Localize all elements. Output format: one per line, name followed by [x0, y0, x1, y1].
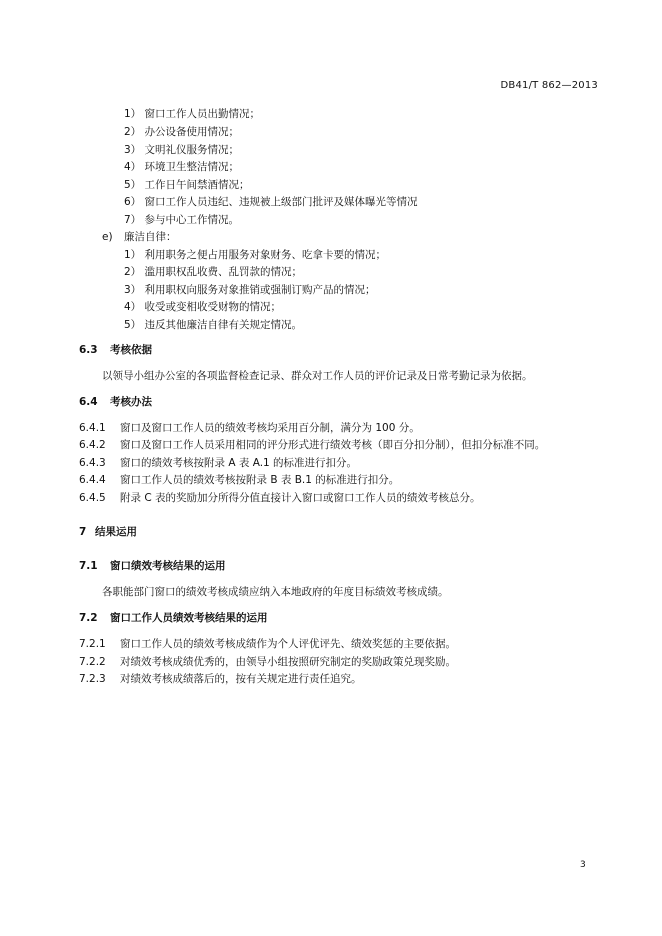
clause-number: 7.2.3	[79, 673, 106, 685]
list-item: 1） 利用职务之便占用服务对象财务、吃拿卡要的情况；	[124, 249, 387, 261]
clause-number: 6.4.2	[79, 439, 106, 451]
clause-text: 窗口的绩效考核按附录 A 表 A.1 的标准进行扣分。	[120, 457, 358, 469]
clause-number: 7.2.1	[79, 638, 106, 650]
list-item: 3） 利用职权向服务对象推销或强制订购产品的情况；	[124, 284, 376, 296]
list-item: 2） 滥用职权乱收费、乱罚款的情况；	[124, 266, 303, 278]
section-title: 考核依据	[110, 344, 152, 356]
section-number: 7.1	[79, 560, 98, 572]
section-body: 各职能部门窗口的绩效考核成绩应纳入本地政府的年度目标绩效考核成绩。	[102, 586, 449, 598]
clause-text: 窗口及窗口工作人员的绩效考核均采用百分制，满分为 100 分。	[120, 422, 420, 434]
section-title: 考核办法	[110, 396, 152, 408]
section-title: 窗口绩效考核结果的运用	[110, 560, 226, 572]
section-number: 7.2	[79, 612, 98, 624]
list-item: 2） 办公设备使用情况；	[124, 126, 240, 138]
list-item: 5） 违反其他廉洁自律有关规定情况。	[124, 319, 303, 331]
list-item: 4） 环境卫生整洁情况；	[124, 161, 240, 173]
section-number: 6.4	[79, 396, 98, 408]
clause-text: 附录 C 表的奖励加分所得分值直接计入窗口或窗口工作人员的绩效考核总分。	[120, 492, 481, 504]
chapter-title: 结果运用	[95, 526, 137, 538]
section-title: 窗口工作人员绩效考核结果的运用	[110, 612, 268, 624]
section-body: 以领导小组办公室的各项监督检查记录、群众对工作人员的评价记录及日常考勤记录为依据。	[102, 370, 533, 382]
page-number: 3	[580, 860, 586, 870]
section-number: 6.3	[79, 344, 98, 356]
clause-text: 对绩效考核成绩落后的，按有关规定进行责任追究。	[120, 673, 362, 685]
clause-number: 7.2.2	[79, 656, 106, 668]
clause-text: 窗口及窗口工作人员采用相同的评分形式进行绩效考核（即百分扣分制），但扣分标准不同。	[120, 439, 546, 451]
clause-text: 窗口工作人员的绩效考核成绩作为个人评优评先、绩效奖惩的主要依据。	[120, 638, 456, 650]
list-heading: 廉洁自律：	[124, 231, 177, 243]
clause-number: 6.4.1	[79, 422, 106, 434]
list-item: 3） 文明礼仪服务情况；	[124, 144, 240, 156]
list-item: 1） 窗口工作人员出勤情况；	[124, 108, 261, 120]
clause-number: 6.4.5	[79, 492, 106, 504]
document-code: DB41/T 862—2013	[500, 80, 598, 91]
list-item: 5） 工作日午间禁酒情况；	[124, 179, 250, 191]
list-item: 7） 参与中心工作情况。	[124, 214, 240, 226]
clause-number: 6.4.4	[79, 474, 106, 486]
list-item: 6） 窗口工作人员违纪、违规被上级部门批评及媒体曝光等情况	[124, 196, 418, 208]
list-item: 4） 收受或变相收受财物的情况；	[124, 301, 282, 313]
clause-text: 对绩效考核成绩优秀的，由领导小组按照研究制定的奖励政策兑现奖励。	[120, 656, 456, 668]
list-marker: e)	[102, 231, 113, 243]
clause-number: 6.4.3	[79, 457, 106, 469]
chapter-number: 7	[79, 526, 87, 538]
clause-text: 窗口工作人员的绩效考核按附录 B 表 B.1 的标准进行扣分。	[120, 474, 400, 486]
